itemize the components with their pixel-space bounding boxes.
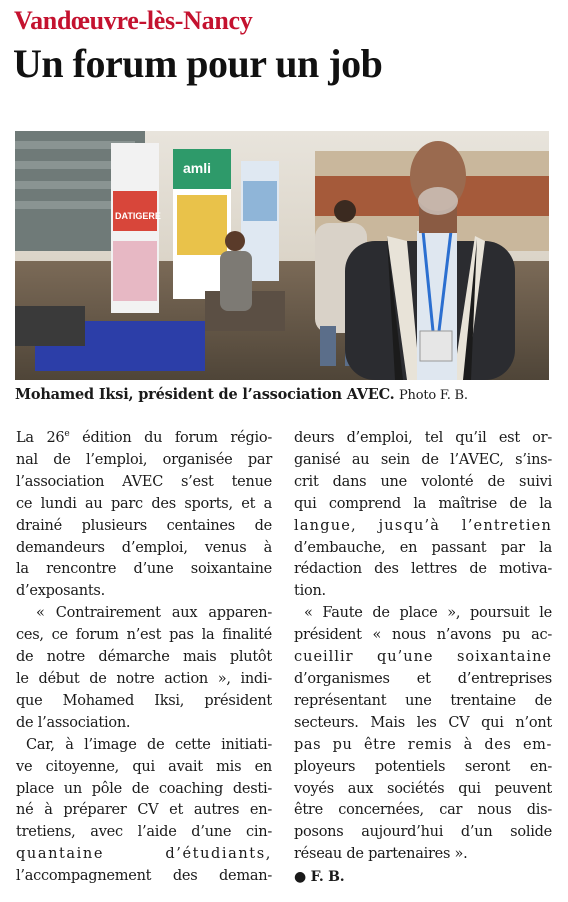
text-line: deurs d’emploi, tel qu’il est or- <box>294 430 552 446</box>
text-line: « Faute de place », poursuit le <box>304 605 552 622</box>
text-line: né à préparer CV et autres en- <box>16 802 272 819</box>
text-line: ces, ce forum n’est pas la finalité <box>16 627 272 644</box>
photo-illustration-icon <box>15 131 549 380</box>
text-line: Car, à l’image de cette initiati- <box>26 736 272 753</box>
article-column-left <box>16 428 272 888</box>
text-line: d’embauche, en passant par la <box>294 539 552 556</box>
text-line: rédaction des lettres de motiva- <box>294 561 552 578</box>
text-line: crit dans une volonté de suivi <box>294 473 552 490</box>
text-line: être concernées, car nous dis- <box>294 802 552 819</box>
text-line: pas pu être remis à des em- <box>294 736 552 753</box>
text-line: ve citoyenne, qui avait mis en <box>16 758 272 775</box>
author-signature <box>294 867 552 889</box>
text-line: l’accompagnement des deman- <box>16 868 272 885</box>
text-line: de l’association. <box>16 714 131 731</box>
text-line: cueillir qu’une soixantaine <box>294 649 552 666</box>
photo-credit: Photo F. B. <box>398 388 468 403</box>
bullet-icon: ● <box>294 869 306 886</box>
caption-text: Mohamed Iksi, président de l’association AVEC. <box>15 386 395 403</box>
text-line: qui comprend la maîtrise de la <box>294 495 552 512</box>
text-line: posons aujourd’hui d’un solide <box>294 824 552 841</box>
text-line: nal de l’emploi, organisée par <box>16 451 272 468</box>
text-line: le début de notre action », indi- <box>16 670 272 687</box>
text-line: drainé plusieurs centaines de <box>16 517 272 534</box>
text-line: d’organismes et d’entreprises <box>294 670 552 687</box>
text-line: voyés aux sociétés qui peuvent <box>294 780 552 797</box>
text-line: ployeurs potentiels seront en- <box>294 758 552 775</box>
text-line: tion. <box>294 583 326 600</box>
text-line: président « nous n’avons pu ac- <box>294 627 552 644</box>
text-line: langue, jusqu’à l’entretien <box>294 517 552 534</box>
text-line: secteurs. Mais les CV qui n’ont <box>294 714 552 731</box>
article-column-right <box>294 428 552 889</box>
text-line: demandeurs d’emploi, venus à <box>16 539 272 556</box>
article-kicker: Vandœuvre-lès-Nancy <box>14 6 253 35</box>
article-headline: Un forum pour un job <box>13 41 383 86</box>
text-line: représentant une trentaine de <box>294 692 552 709</box>
photo-caption <box>15 386 555 403</box>
text-line: ganisé au sein de l’AVEC, s’ins- <box>294 451 552 468</box>
text-line: que Mohamed Iksi, président <box>16 692 272 709</box>
article-photo <box>15 131 549 380</box>
text-line: tretiens, avec l’aide d’une cin- <box>16 824 272 841</box>
text-line: ce lundi au parc des sports, et a <box>16 495 272 512</box>
text-line: de notre démarche mais plutôt <box>16 649 272 666</box>
svg-text:amli: amli <box>183 160 212 176</box>
text-line: l’association AVEC s’est tenue <box>16 473 272 490</box>
text-line: place un pôle de coaching desti- <box>16 780 272 797</box>
text-line: La 26e édition du forum régio- <box>16 429 272 446</box>
text-line: réseau de partenaires ». <box>294 846 468 863</box>
author-initials: F. B. <box>310 869 345 886</box>
text-line: la rencontre d’une soixantaine <box>16 561 272 578</box>
svg-text:DATIGERE: DATIGERE <box>115 211 161 221</box>
text-line: quantaine d’étudiants, <box>16 846 272 863</box>
text-line: « Contrairement aux apparen- <box>36 605 272 622</box>
text-line: d’exposants. <box>16 583 105 600</box>
